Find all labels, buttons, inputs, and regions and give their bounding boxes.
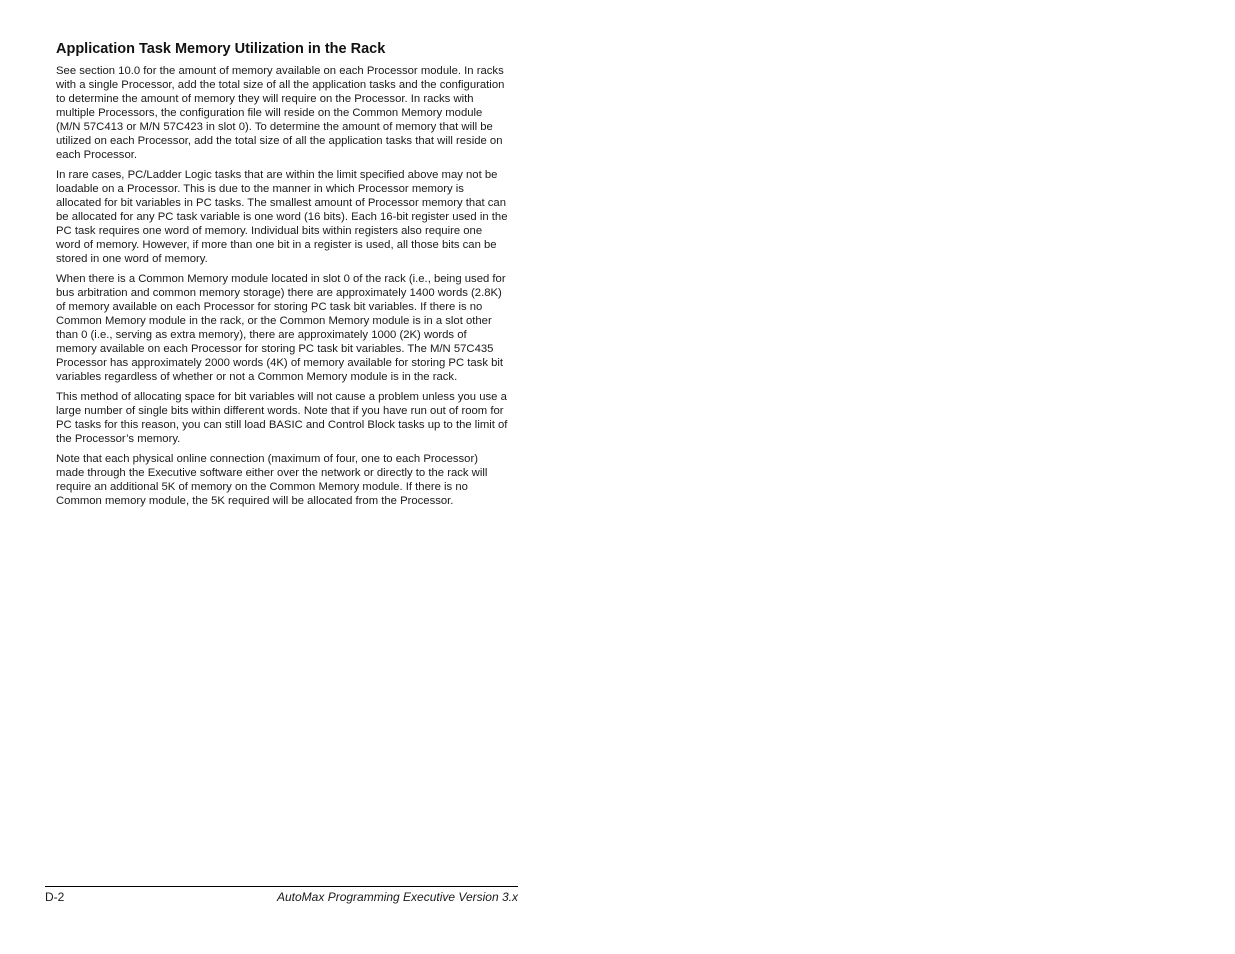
footer-document-title: AutoMax Programming Executive Version 3.x	[277, 890, 518, 904]
section-heading: Application Task Memory Utilization in the Rack	[56, 41, 386, 57]
paragraph-memory-available: See section 10.0 for the amount of memory available on each Processor module. In racks with a single Processor, add the total size of all the application tasks and the configuration to determine the amount of memory they will require on the Processor. In racks with multiple Processors, the configuration file will reside on the Common Memory module (M/N 57C413 or M/N 57C423 in slot 0). To determine the amount of memory that will be utilized on each Processor, add the total size of all the application tasks that will reside on each Processor.	[56, 65, 505, 161]
page-content	[56, 39, 508, 514]
paragraph-bit-variable-allocation: In rare cases, PC/Ladder Logic tasks that are within the limit specified above may not be loadable on a Processor. This is due to the manner in which Processor memory is allocated for bit variables in PC tasks. The smallest amount of Processor memory that can be allocated for any PC task variable is one word (16 bits). Each 16-bit register used in the PC task requires one word of memory. Individual bits within registers also require one word of memory. However, if more than one bit in a register is used, all those bits can be stored in one word of memory.	[56, 169, 508, 265]
paragraph-common-memory-module: When there is a Common Memory module located in slot 0 of the rack (i.e., being used for bus arbitration and common memory storage) there are approximately 1400 words (2.8K) of memory available on each Processor for storing PC task bit variables. If there is no Common Memory module in the rack, or the Common Memory module is in a slot other than 0 (i.e., serving as extra memory), there are approximately 1000 (2K) words of memory available on each Processor for storing PC task bit variables. The M/N 57C435 Processor has approximately 2000 words (4K) of memory available for storing PC task bit variables regardless of whether or not a Common Memory module is in the rack.	[56, 273, 506, 383]
paragraph-allocation-method: This method of allocating space for bit variables will not cause a problem unless you use a large number of single bits within different words. Note that if you have run out of room for PC tasks for this reason, you can still load BASIC and Control Block tasks up to the limit of the Processor’s memory.	[56, 391, 508, 445]
footer-page-number: D-2	[45, 890, 65, 904]
paragraph-online-connection: Note that each physical online connection (maximum of four, one to each Processor) made through the Executive software either over the network or directly to the rack will require an additional 5K of memory on the Common Memory module. If there is no Common memory module, the 5K required will be allocated from the Processor.	[56, 453, 488, 507]
footer-divider	[45, 886, 518, 887]
